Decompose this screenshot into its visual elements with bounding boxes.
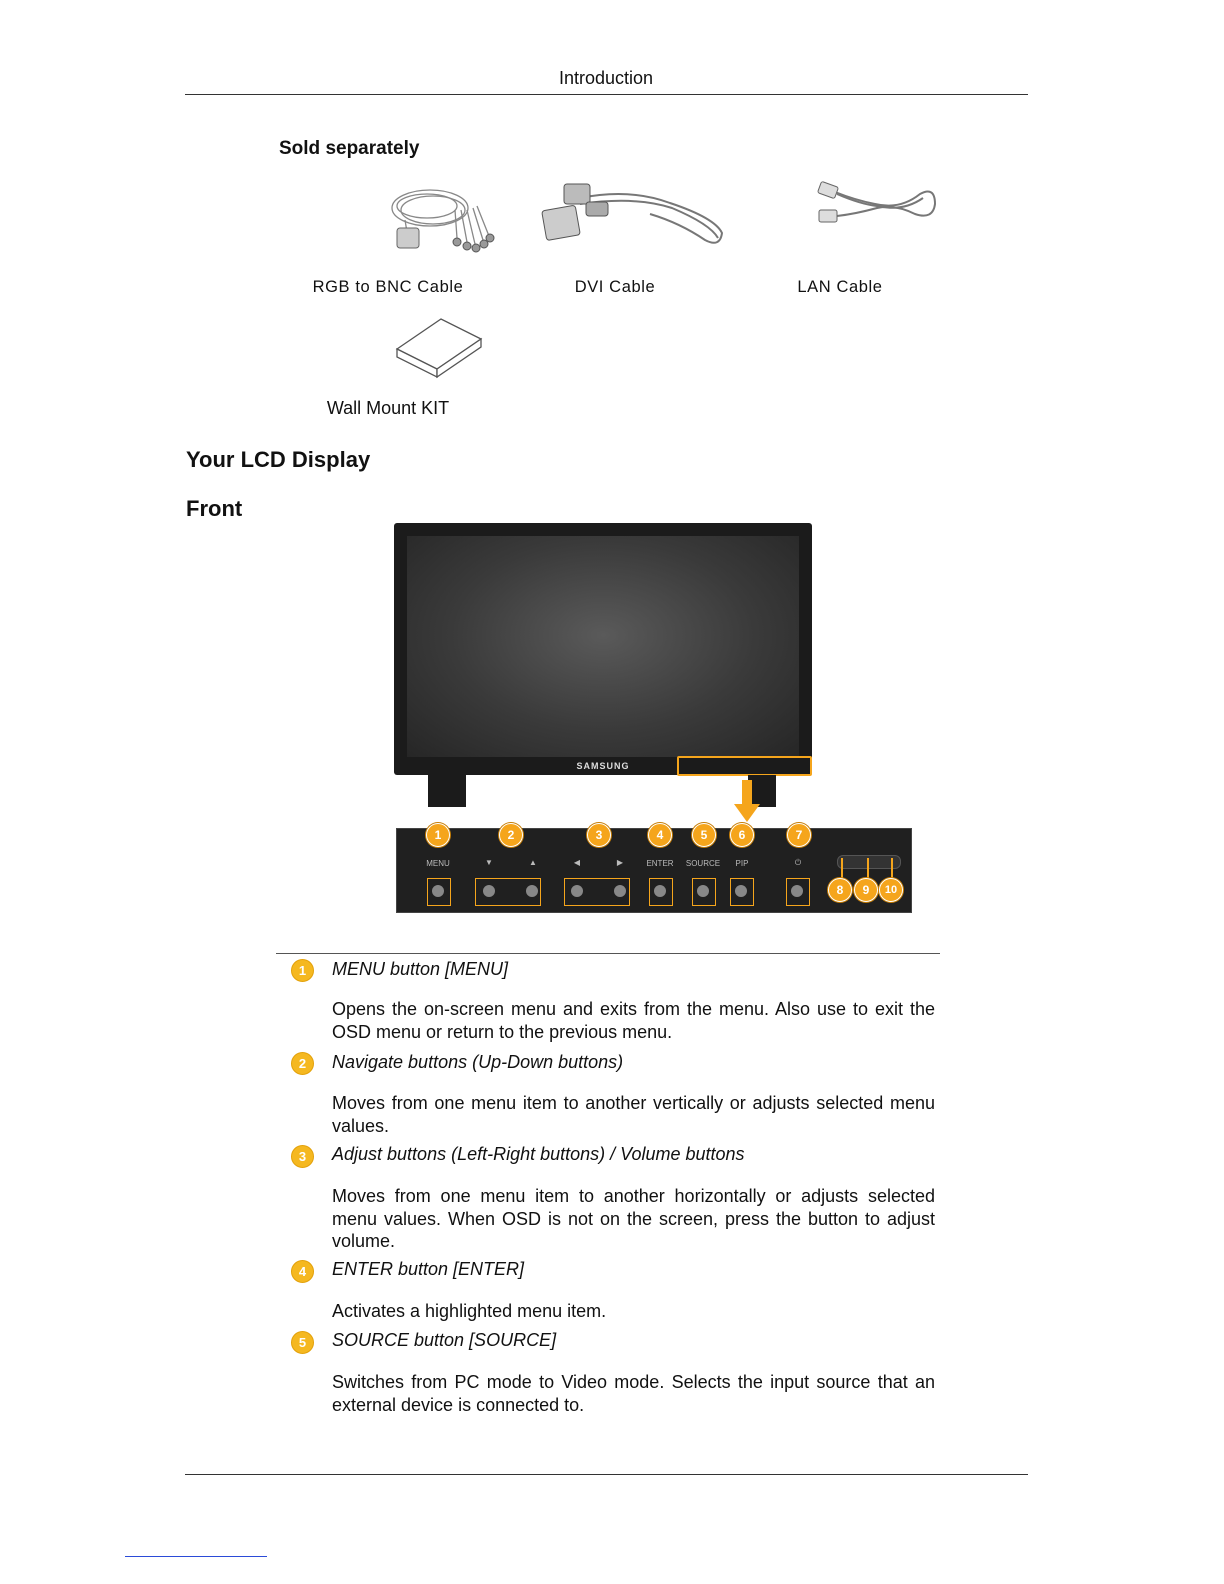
wall-mount-kit-label: Wall Mount KIT xyxy=(326,398,450,418)
power-panel-label: ⏻ xyxy=(794,858,802,867)
item-1-title: MENU button [MENU] xyxy=(332,959,509,979)
control-area-highlight xyxy=(677,756,812,776)
callout-8: 8 xyxy=(828,878,852,902)
callout-7: 7 xyxy=(787,823,811,847)
power-knob xyxy=(791,885,803,897)
item-1-desc: Opens the on-screen menu and exits from the menu. Also use to exit the OSD menu or return to the previous menu. xyxy=(332,999,935,1042)
header-rule xyxy=(185,94,1028,95)
item-3-title: Adjust buttons (Left-Right buttons) / Volume buttons xyxy=(332,1144,745,1164)
right-panel-label: ▶ xyxy=(616,858,624,867)
left-knob xyxy=(571,885,583,897)
item-4-badge: 4 xyxy=(291,1260,314,1283)
item-4-desc: Activates a highlighted menu item. xyxy=(332,1301,607,1321)
callout-5: 5 xyxy=(692,823,716,847)
subsection-title: Front xyxy=(186,496,243,521)
page-header-title: Introduction xyxy=(558,68,654,88)
sold-separately-title: Sold separately xyxy=(279,138,420,159)
callout-4: 4 xyxy=(648,823,672,847)
menu-knob xyxy=(432,885,444,897)
callout-6: 6 xyxy=(730,823,754,847)
item-5-title: SOURCE button [SOURCE] xyxy=(332,1330,557,1350)
item-1-badge: 1 xyxy=(291,959,314,982)
rgb-bnc-cable-label: RGB to BNC Cable xyxy=(312,278,464,296)
footer-link-underline xyxy=(125,1556,267,1557)
right-knob xyxy=(614,885,626,897)
sensor-leader-10 xyxy=(891,858,893,880)
wall-mount-kit-icon xyxy=(393,315,485,381)
footer-rule xyxy=(185,1474,1028,1475)
description-rule xyxy=(276,953,940,954)
left-stand xyxy=(428,775,466,807)
lcd-screen xyxy=(407,536,799,757)
sensor-leader-8 xyxy=(841,858,843,880)
item-3-desc: Moves from one menu item to another horizontally or adjusts selected menu values. When OSD is not on the screen, press the button to adjust volume. xyxy=(332,1186,935,1251)
pip-knob xyxy=(735,885,747,897)
menu-panel-label: MENU xyxy=(426,859,450,868)
down-panel-label: ▼ xyxy=(485,858,493,867)
arrow-down-icon xyxy=(734,780,760,822)
rgb-bnc-cable-icon xyxy=(385,180,495,262)
callout-3: 3 xyxy=(587,823,611,847)
item-5-badge: 5 xyxy=(291,1331,314,1354)
callout-10: 10 xyxy=(879,878,903,902)
dvi-cable-label: DVI Cable xyxy=(574,278,656,296)
lcd-display xyxy=(394,523,812,775)
dvi-cable-icon xyxy=(540,178,725,250)
enter-knob xyxy=(654,885,666,897)
up-knob xyxy=(526,885,538,897)
callout-2: 2 xyxy=(499,823,523,847)
brand-logo: SAMSUNG xyxy=(576,761,630,771)
source-panel-label: SOURCE xyxy=(685,859,721,868)
item-5-desc: Switches from PC mode to Video mode. Selects the input source that an external device is connected to. xyxy=(332,1372,935,1415)
down-knob xyxy=(483,885,495,897)
pip-panel-label: PIP xyxy=(735,859,749,868)
callout-1: 1 xyxy=(426,823,450,847)
item-2-desc: Moves from one menu item to another vertically or adjusts selected menu values. xyxy=(332,1093,935,1136)
lan-cable-label: LAN Cable xyxy=(797,278,883,296)
item-2-badge: 2 xyxy=(291,1052,314,1075)
item-4-title: ENTER button [ENTER] xyxy=(332,1259,525,1279)
sensor-leader-9 xyxy=(867,858,869,880)
up-panel-label: ▲ xyxy=(529,858,537,867)
item-3-badge: 3 xyxy=(291,1145,314,1168)
source-knob xyxy=(697,885,709,897)
lan-cable-icon xyxy=(815,180,940,228)
enter-panel-label: ENTER xyxy=(646,859,674,868)
section-title: Your LCD Display xyxy=(186,447,371,472)
left-panel-label: ◀ xyxy=(573,858,581,867)
item-2-title: Navigate buttons (Up-Down buttons) xyxy=(332,1052,624,1072)
callout-9: 9 xyxy=(854,878,878,902)
